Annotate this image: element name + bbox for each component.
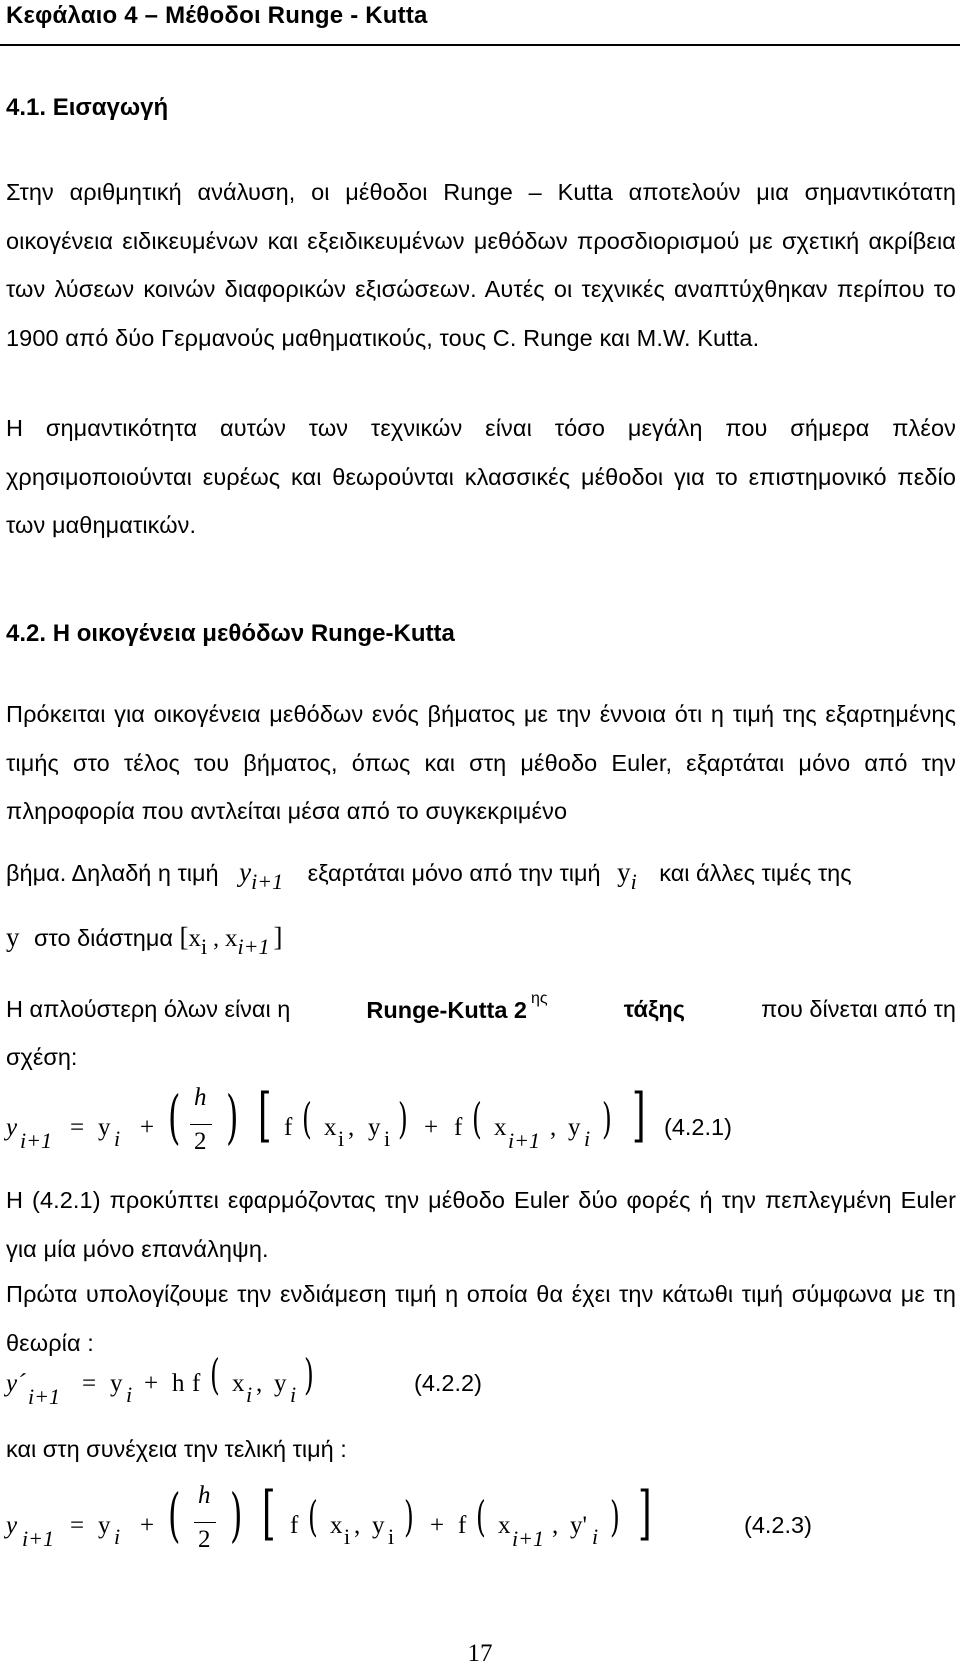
chapter-title: Κεφάλαιο 4 – Μέθοδοι Runge - Kutta xyxy=(6,2,428,29)
step-text-c: και άλλες τιμές της xyxy=(659,860,852,886)
eq2-y2: y xyxy=(274,1370,287,1397)
eq2-plus: + xyxy=(144,1370,159,1397)
bracket-left: [ xyxy=(179,922,189,952)
simplest-bold2: τάξης xyxy=(623,996,686,1022)
eq1-y2: y xyxy=(568,1114,581,1141)
eq1-f2: f xyxy=(454,1114,463,1141)
equation-4-2-2 xyxy=(6,1350,956,1422)
step-text-a: βήμα. Δηλαδή η τιμή xyxy=(6,860,219,886)
paragraph-intro: Στην αριθμητική ανάλυση, οι μέθοδοι Runge – Kutta αποτελούν μια σημαντικότατη οικογένεια ειδικευμένων και εξειδικευμένων μεθόδων προσδιορισμού με σχετική ακρίβεια των λύσεων κοινών διαφορικών εξισώσεων. Αυτές οι τεχνικές αναπτύχθηκαν περίπου το 1900 από δύο Γερμανούς μαθηματικούς, τους C. Runge και M.W. Kutta. xyxy=(6,179,956,351)
math-sub-i1-interval: i+1 xyxy=(237,934,270,959)
eq3-comma1: , xyxy=(354,1512,361,1539)
comma: , xyxy=(213,926,219,952)
interval-text: στο διάστημα xyxy=(34,925,173,951)
eq1-rparen-big: ) xyxy=(226,1083,239,1151)
math-y-interval: y xyxy=(6,922,20,952)
line-interval xyxy=(6,922,283,959)
paragraph-intermediate: Πρώτα υπολογίζουμε την ενδιάμεση τιμή η οποία θα έχει την κάτωθι τιμή σύμφωνα με τη θεωρία : xyxy=(6,1281,956,1356)
eq1-lparen1: ( xyxy=(302,1094,312,1143)
eq1-x2-sub: i+1 xyxy=(508,1128,540,1153)
simplest-bold-text: Runge-Kutta 2 xyxy=(366,996,527,1023)
eq1-plus: + xyxy=(140,1114,155,1141)
paragraph-importance: Η σημαντικότητα αυτών των τεχνικών είναι τόσο μεγάλη που σήμερα πλέον χρησιμοποιούνται ευρέως και θεωρούνται κλασσικές μέθοδοι για το επιστημονικό πεδίο των μαθηματικών. xyxy=(6,415,956,538)
eq2-y2-sub: i xyxy=(290,1382,297,1407)
eq1-sub-i1: i+1 xyxy=(20,1128,52,1153)
eq3-y: y xyxy=(6,1512,18,1539)
eq1-y2-sub: i xyxy=(584,1126,591,1151)
line-relation: σχέση: xyxy=(6,1044,78,1070)
eq3-rparen1: ) xyxy=(404,1492,414,1541)
simplest-sup: ης xyxy=(531,990,548,1007)
eq3-yprime: y' xyxy=(570,1512,588,1539)
eq3-comma2: , xyxy=(552,1512,559,1539)
eq1-y1-sub: i xyxy=(384,1126,391,1151)
eq1-frac-line xyxy=(190,1124,212,1125)
page-number: 17 xyxy=(467,1640,493,1667)
paragraph-family: Πρόκειται για οικογένεια μεθόδων ενός βήματος με την έννοια ότι η τιμή της εξαρτημένης τιμής στο τέλος του βήματος, όπως και στη μέθοδο Euler, εξαρτάται μόνο από την πληροφορία που αντλείται μέσα από το συγκεκριμένο xyxy=(6,701,956,824)
eq2-rparen: ) xyxy=(304,1350,314,1399)
eq1-y1: y xyxy=(368,1114,381,1141)
eq1-sub-i: i xyxy=(114,1126,121,1151)
eq1-lbrack: [ xyxy=(258,1081,272,1149)
eq3-rparen2: ) xyxy=(610,1492,620,1541)
eq1-two: 2 xyxy=(194,1128,207,1155)
math-y-i: y xyxy=(617,857,631,887)
eq3-two: 2 xyxy=(198,1526,211,1553)
eq1-rparen2: ) xyxy=(602,1094,612,1143)
eq2-yi: y xyxy=(110,1370,123,1397)
eq3-x1-sub: i xyxy=(344,1524,351,1549)
eq1-equals: = xyxy=(70,1114,85,1141)
eq3-yprime-sub: i xyxy=(592,1524,599,1549)
eq2-f: f xyxy=(192,1370,201,1397)
simplest-bold xyxy=(366,990,548,1024)
eq3-rparen-big: ) xyxy=(230,1481,243,1549)
eq3-lparen1: ( xyxy=(308,1492,318,1541)
math-y: y xyxy=(239,857,252,887)
eq3-h: h xyxy=(198,1482,211,1509)
math-sub-i-interval: i xyxy=(201,934,208,959)
section-heading-4-2: 4.2. Η οικογένεια μεθόδων Runge-Kutta xyxy=(6,620,455,647)
eq1-x2: x xyxy=(494,1114,507,1141)
eq1-yi: y xyxy=(98,1114,111,1141)
eq2-equals: = xyxy=(82,1370,97,1397)
line-step-value xyxy=(6,857,956,894)
eq3-lparen-big: ( xyxy=(168,1481,181,1549)
equation-4-2-1 xyxy=(6,1081,956,1174)
eq3-f2: f xyxy=(458,1512,467,1539)
eq1-rparen1: ) xyxy=(398,1094,408,1143)
line-then-final: και στη συνέχεια την τελική τιμή : xyxy=(6,1436,347,1462)
eq2-yi-sub: i xyxy=(126,1382,133,1407)
bracket-right: ] xyxy=(273,922,283,952)
eq3-yi: y xyxy=(98,1512,111,1539)
eq1-lparen2: ( xyxy=(472,1094,482,1143)
math-sub-i: i xyxy=(630,869,637,894)
math-x-i1: x xyxy=(225,925,238,952)
eq3-yi-sub: i xyxy=(114,1524,121,1549)
eq1-plus2: + xyxy=(424,1114,439,1141)
eq1-comma1: , xyxy=(348,1114,355,1141)
section-heading-4-1: 4.1. Εισαγωγή xyxy=(6,94,169,121)
eq3-x2-sub: i+1 xyxy=(512,1526,544,1551)
header-rule xyxy=(0,44,960,46)
eq3-y1-sub: i xyxy=(388,1524,395,1549)
eq3-lbrack: [ xyxy=(262,1479,276,1547)
eq3-y1: y xyxy=(372,1512,385,1539)
eq1-x1: x xyxy=(324,1114,337,1141)
eq1-y: y xyxy=(6,1114,18,1141)
equation-4-2-3 xyxy=(6,1479,956,1572)
paragraph-derivation: Η (4.2.1) προκύπτει εφαρμόζοντας την μέθοδο Euler δύο φορές ή την πεπλεγμένη Euler για μία μόνο επανάληψη. xyxy=(6,1187,956,1262)
eq1-h: h xyxy=(194,1084,207,1111)
eq3-sub-i1: i+1 xyxy=(22,1526,54,1551)
eq2-comma: , xyxy=(256,1370,263,1397)
eq3-lparen2: ( xyxy=(476,1492,486,1541)
eq3-frac-line xyxy=(194,1522,216,1523)
eq1-rbrack: ] xyxy=(632,1081,646,1149)
line-simplest xyxy=(6,990,956,1024)
eq1-f1: f xyxy=(284,1114,293,1141)
eq3-equals: = xyxy=(70,1512,85,1539)
eq1-x1-sub: i xyxy=(338,1126,345,1151)
eq2-y: y´ xyxy=(6,1370,26,1397)
simplest-text-c: που δίνεται από τη xyxy=(761,996,956,1022)
eq1-comma2: , xyxy=(550,1114,557,1141)
eq2-h: h xyxy=(172,1370,185,1397)
eq3-plus2: + xyxy=(430,1512,445,1539)
eq3-plus: + xyxy=(140,1512,155,1539)
eq2-sub-i1: i+1 xyxy=(28,1384,60,1409)
math-x-i: x xyxy=(188,925,201,952)
eq1-label: (4.2.1) xyxy=(664,1114,732,1140)
eq3-x1: x xyxy=(330,1512,343,1539)
eq3-x2: x xyxy=(498,1512,511,1539)
eq2-x: x xyxy=(232,1370,245,1397)
page-header xyxy=(0,0,960,50)
eq2-lparen: ( xyxy=(210,1350,220,1399)
eq3-f1: f xyxy=(290,1512,299,1539)
math-sub-i1: i+1 xyxy=(251,869,284,894)
eq3-rbrack: ] xyxy=(638,1479,652,1547)
eq3-label: (4.2.3) xyxy=(744,1512,812,1538)
simplest-text-a: Η απλούστερη όλων είναι η xyxy=(6,996,291,1022)
eq2-x-sub: i xyxy=(246,1382,253,1407)
eq1-lparen-big: ( xyxy=(168,1083,181,1151)
step-text-b: εξαρτάται μόνο από την τιμή xyxy=(307,860,601,886)
eq2-label: (4.2.2) xyxy=(414,1370,482,1396)
